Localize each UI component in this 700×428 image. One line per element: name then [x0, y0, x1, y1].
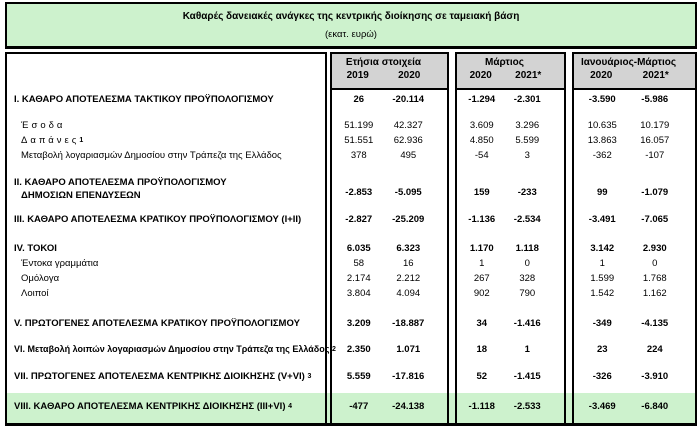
- row-label-text: Ομόλογα: [21, 273, 60, 284]
- cell: -326: [592, 370, 612, 382]
- row-label-bonds: [7, 271, 323, 286]
- cell: 13.863: [587, 135, 617, 146]
- cell: -362: [592, 150, 612, 161]
- row-label-text: III. ΚΑΘΑΡΟ ΑΠΟΤΕΛΕΣΜΑ ΚΡΑΤΙΚΟΥ ΠΡΟΫΠΟΛΟΓΙΣΜΟΥ (I+II): [14, 213, 302, 225]
- cell: 328: [519, 273, 536, 284]
- cell: -2.533: [513, 400, 541, 412]
- cell: 0: [524, 258, 530, 269]
- cell: 26: [353, 93, 365, 105]
- value-row-total: [576, 393, 681, 425]
- value-row: [576, 118, 681, 133]
- row-label-ii: [7, 174, 323, 204]
- row-labels-column: [5, 52, 336, 426]
- row-label-vii: [7, 367, 323, 385]
- value-row: [576, 256, 681, 271]
- value-row: [459, 286, 550, 301]
- year-header: 2021*: [642, 70, 669, 81]
- cell: -54: [474, 150, 489, 161]
- value-row: [331, 340, 433, 358]
- column-group-march: [455, 52, 566, 426]
- row-label-text: I. ΚΑΘΑΡΟ ΑΠΟΤΕΛΕΣΜΑ ΤΑΚΤΙΚΟΥ ΠΡΟΫΠΟΛΟΓΙΣΜΟΥ: [14, 93, 274, 105]
- row-label-text: VII. ΠΡΩΤΟΓΕΝΕΣ ΑΠΟΤΕΛΕΣΜΑ ΚΕΝΤΡΙΚΗΣ ΔΙΟΙΚΗΣΗΣ (V+VI): [14, 370, 305, 382]
- cell: 2.174: [346, 273, 371, 284]
- cell: 267: [473, 273, 490, 284]
- cell: -233: [517, 187, 537, 198]
- table-title-box: [5, 2, 697, 49]
- cell: 1.768: [642, 273, 667, 284]
- cell: 51.551: [344, 135, 374, 146]
- cell: 3.209: [346, 317, 371, 329]
- cell: -2.853: [345, 187, 373, 198]
- row-label-text: IV. ΤΟΚΟΙ: [14, 242, 57, 254]
- row-label-text: Δαπάνες: [21, 135, 80, 146]
- cell: 0: [652, 258, 658, 269]
- cell: -3.491: [588, 213, 616, 225]
- cell: 2.350: [346, 343, 371, 355]
- cell: 4.850: [469, 135, 494, 146]
- cell: -3.469: [588, 400, 616, 412]
- cell: -4.135: [641, 317, 669, 329]
- value-row: [576, 340, 681, 358]
- value-row: [334, 240, 433, 256]
- cell: 224: [646, 343, 663, 355]
- footnote-marker: 3: [307, 372, 312, 380]
- cell: 902: [473, 288, 490, 299]
- column-group-annual: [330, 52, 449, 426]
- year-header: 2020: [469, 70, 492, 81]
- row-label-text: Μεταβολή λογαριασμών Δημοσίου στην Τράπεζα της Ελλάδος: [21, 150, 282, 161]
- cell: -24.138: [392, 400, 425, 412]
- row-label-revenue: [7, 118, 323, 133]
- value-row: [459, 210, 550, 228]
- value-row: [459, 367, 550, 385]
- value-row: [334, 90, 433, 108]
- value-row: [576, 133, 681, 148]
- cell: 159: [473, 187, 490, 198]
- cell: -7.065: [641, 213, 669, 225]
- year-header: 2021*: [515, 70, 542, 81]
- value-row: [576, 148, 681, 163]
- cell: 10.179: [640, 120, 670, 131]
- cell: -107: [645, 150, 665, 161]
- value-row: [334, 314, 433, 332]
- value-row: [459, 271, 550, 286]
- value-row: [576, 240, 681, 256]
- cell: 42.327: [393, 120, 423, 131]
- value-row: [334, 133, 433, 148]
- cell: 3.142: [590, 242, 615, 254]
- cell: 5.559: [346, 370, 371, 382]
- row-label-text-line2: ΔΗΜΟΣΙΩΝ ΕΠΕΝΔΥΣΕΩΝ: [21, 190, 141, 201]
- value-row: [334, 148, 433, 163]
- table-body: [5, 52, 697, 426]
- cell: -2.301: [513, 93, 541, 105]
- cell: -2.827: [345, 213, 373, 225]
- cell: -1.294: [468, 93, 496, 105]
- row-label-text: Έντοκα γραμμάτια: [21, 258, 99, 269]
- cell: -20.114: [392, 93, 425, 105]
- value-row: [576, 367, 681, 385]
- cell: 6.035: [346, 242, 371, 254]
- cell: 1.118: [515, 242, 539, 254]
- footnote-marker: 4: [288, 403, 293, 410]
- row-label-iii: [7, 210, 323, 228]
- row-label-viii: [7, 393, 323, 425]
- cell: 99: [596, 187, 608, 198]
- value-row: [576, 90, 681, 108]
- cell: 495: [400, 150, 417, 161]
- value-row: [459, 256, 550, 271]
- column-group-header: [332, 54, 447, 90]
- year-header: 2019: [346, 70, 369, 81]
- row-label-v: [7, 314, 323, 332]
- cell: -349: [592, 317, 612, 329]
- cell: 52: [476, 370, 488, 382]
- row-label-other: [7, 286, 323, 301]
- cell: 16.057: [640, 135, 670, 146]
- column-group-label: Ετήσια στοιχεία: [345, 57, 422, 68]
- cell: 790: [519, 288, 536, 299]
- cell: -6.840: [641, 400, 669, 412]
- cell: 4.094: [396, 288, 421, 299]
- cell: 1.542: [590, 288, 615, 299]
- value-row: [459, 314, 550, 332]
- column-group-label: Μάρτιος: [485, 57, 524, 68]
- value-row: [459, 148, 550, 163]
- value-row: [459, 118, 550, 133]
- table-title: Καθαρές δανειακές ανάγκες της κεντρικής διοίκησης σε ταμειακή βάση: [182, 11, 520, 22]
- cell: 1.599: [590, 273, 615, 284]
- cell: 58: [353, 258, 365, 269]
- cell: 5.599: [515, 135, 540, 146]
- cell: -1.079: [641, 187, 669, 198]
- column-group-header: [457, 54, 564, 90]
- row-label-expenditure: [7, 133, 323, 148]
- cell: -477: [349, 400, 369, 412]
- value-row: [459, 90, 550, 108]
- cell: 1: [479, 258, 485, 269]
- value-row: [334, 174, 433, 204]
- year-header: 2020: [590, 70, 613, 81]
- cell: 6.323: [396, 242, 421, 254]
- cell: -3.910: [641, 370, 669, 382]
- cell: -1.136: [468, 213, 496, 225]
- row-label-text: V. ΠΡΩΤΟΓΕΝΕΣ ΑΠΟΤΕΛΕΣΜΑ ΚΡΑΤΙΚΟΥ ΠΡΟΫΠΟΛΟΓΙΣΜΟΥ: [14, 317, 300, 329]
- cell: 23: [596, 343, 608, 355]
- row-label-tbills: [7, 256, 323, 271]
- cell: 378: [350, 150, 367, 161]
- cell: -2.534: [513, 213, 541, 225]
- value-row: [334, 118, 433, 133]
- cell: -5.986: [641, 93, 669, 105]
- value-row: [576, 314, 681, 332]
- cell: 3.609: [469, 120, 494, 131]
- row-label-vi: [7, 340, 336, 358]
- value-row: [334, 367, 433, 385]
- value-row: [576, 174, 681, 204]
- year-header: 2020: [398, 70, 421, 81]
- cell: -17.816: [392, 370, 425, 382]
- cell: -5.095: [394, 187, 422, 198]
- footnote-marker: 2: [331, 345, 336, 353]
- footnote-marker: 1: [79, 137, 87, 144]
- row-label-i: [7, 90, 323, 108]
- row-label-text: Λοιποί: [21, 288, 49, 299]
- row-label-iv: [7, 240, 323, 256]
- value-row: [459, 340, 550, 358]
- cell: 62.936: [393, 135, 423, 146]
- value-row: [576, 286, 681, 301]
- value-row: [334, 286, 433, 301]
- row-label-text: VI. Μεταβολή λοιπών λογαριασμών Δημοσίου στην Τράπεζα της Ελλάδος: [14, 344, 330, 354]
- cell: 1: [524, 343, 530, 355]
- value-row-total: [459, 393, 550, 425]
- cell: 3.804: [346, 288, 371, 299]
- cell: 1: [599, 258, 605, 269]
- cell: 2.930: [642, 242, 667, 254]
- cell: -1.416: [513, 317, 541, 329]
- row-label-text: Έσοδα: [21, 120, 66, 131]
- column-group-label: Ιανουάριος-Μάρτιος: [580, 57, 677, 68]
- cell: 1.170: [469, 242, 494, 254]
- value-row: [576, 271, 681, 286]
- cell: -18.887: [392, 317, 425, 329]
- value-row: [459, 240, 550, 256]
- row-label-account-change: [7, 148, 323, 163]
- cell: 16: [402, 258, 414, 269]
- cell: 3: [524, 150, 530, 161]
- cell: 2.212: [396, 273, 421, 284]
- cell: 18: [476, 343, 488, 355]
- value-row: [334, 256, 433, 271]
- cell: 51.199: [344, 120, 374, 131]
- value-row: [459, 133, 550, 148]
- cell: -1.415: [513, 370, 541, 382]
- cell: 34: [476, 317, 488, 329]
- value-row: [459, 174, 550, 204]
- row-label-text-line1: II. ΚΑΘΑΡΟ ΑΠΟΤΕΛΕΣΜΑ ΠΡΟΫΠΟΛΟΓΙΣΜΟΥ: [14, 177, 227, 188]
- table-unit-label: (εκατ. ευρώ): [325, 29, 377, 40]
- value-row: [334, 210, 433, 228]
- value-row-total: [334, 393, 433, 425]
- cell: -1.118: [468, 400, 495, 412]
- value-row: [334, 271, 433, 286]
- cell: 1.071: [396, 343, 421, 355]
- cell: -3.590: [588, 93, 616, 105]
- row-label-text: VIII. ΚΑΘΑΡΟ ΑΠΟΤΕΛΕΣΜΑ ΚΕΝΤΡΙΚΗΣ ΔΙΟΙΚΗΣΗΣ (III+VI): [14, 401, 286, 412]
- cell: 10.635: [587, 120, 617, 131]
- column-group-jan-mar: [572, 52, 697, 426]
- value-row: [576, 210, 681, 228]
- cell: -25.209: [392, 213, 425, 225]
- cell: 3.296: [515, 120, 540, 131]
- cell: 1.162: [642, 288, 667, 299]
- column-group-header: [574, 54, 695, 90]
